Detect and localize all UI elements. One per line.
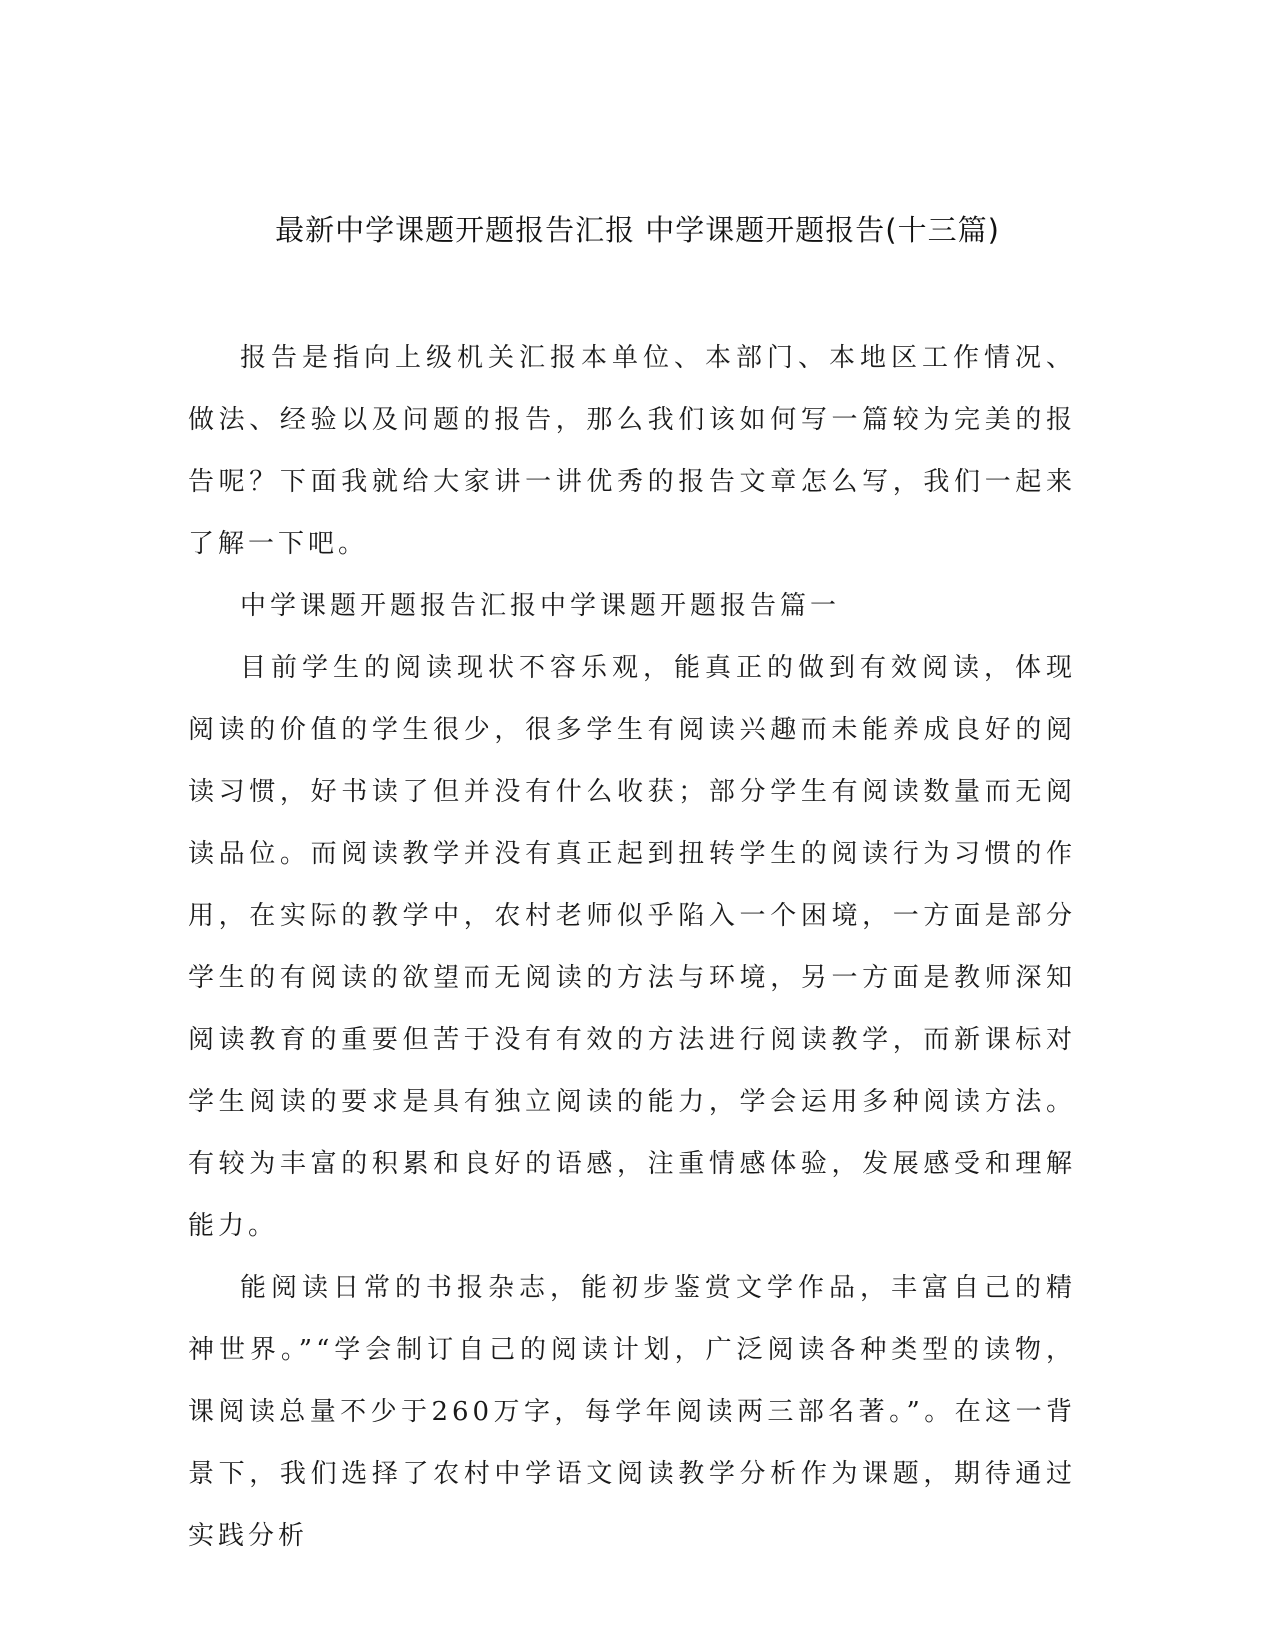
intro-paragraph: 报告是指向上级机关汇报本单位、本部门、本地区工作情况、做法、经验以及问题的报告，那么我们该如何写一篇较为完美的报告呢？下面我就给大家讲一讲优秀的报告文章怎么写，我们一起来了解一下吧。 — [188, 343, 1076, 559]
body-paragraph: 目前学生的阅读现状不容乐观，能真正的做到有效阅读，体现阅读的价值的学生很少，很多学生有阅读兴趣而未能养成良好的阅读习惯，好书读了但并没有什么收获；部分学生有阅读数量而无阅读品位。而阅读教学并没有真正起到扭转学生的阅读行为习惯的作用，在实际的教学中，农村老师似乎陷入一个困境，一方面是部分学生的有阅读的欲望而无阅读的方法与环境，另一方面是教师深知阅读教育的重要但苦于没有有效的方法进行阅读教学，而新课标对学生阅读的要求是具有独立阅读的能力，学会运用多种阅读方法。有较为丰富的积累和良好的语感，注重情感体验，发展感受和理解能力。 — [188, 653, 1076, 1241]
section-heading: 中学课题开题报告汇报中学课题开题报告篇一 — [240, 591, 841, 621]
document-title: 最新中学课题开题报告汇报 中学课题开题报告(十三篇) — [275, 213, 1000, 247]
body-paragraph: 能阅读日常的书报杂志，能初步鉴赏文学作品，丰富自己的精神世界。”“学会制订自己的阅读计划，广泛阅读各种类型的读物，课阅读总量不少于260万字，每学年阅读两三部名著。”。在这一背景下，我们选择了农村中学语文阅读教学分析作为课题，期待通过实践分析 — [188, 1273, 1076, 1551]
document-body — [188, 327, 1076, 1567]
